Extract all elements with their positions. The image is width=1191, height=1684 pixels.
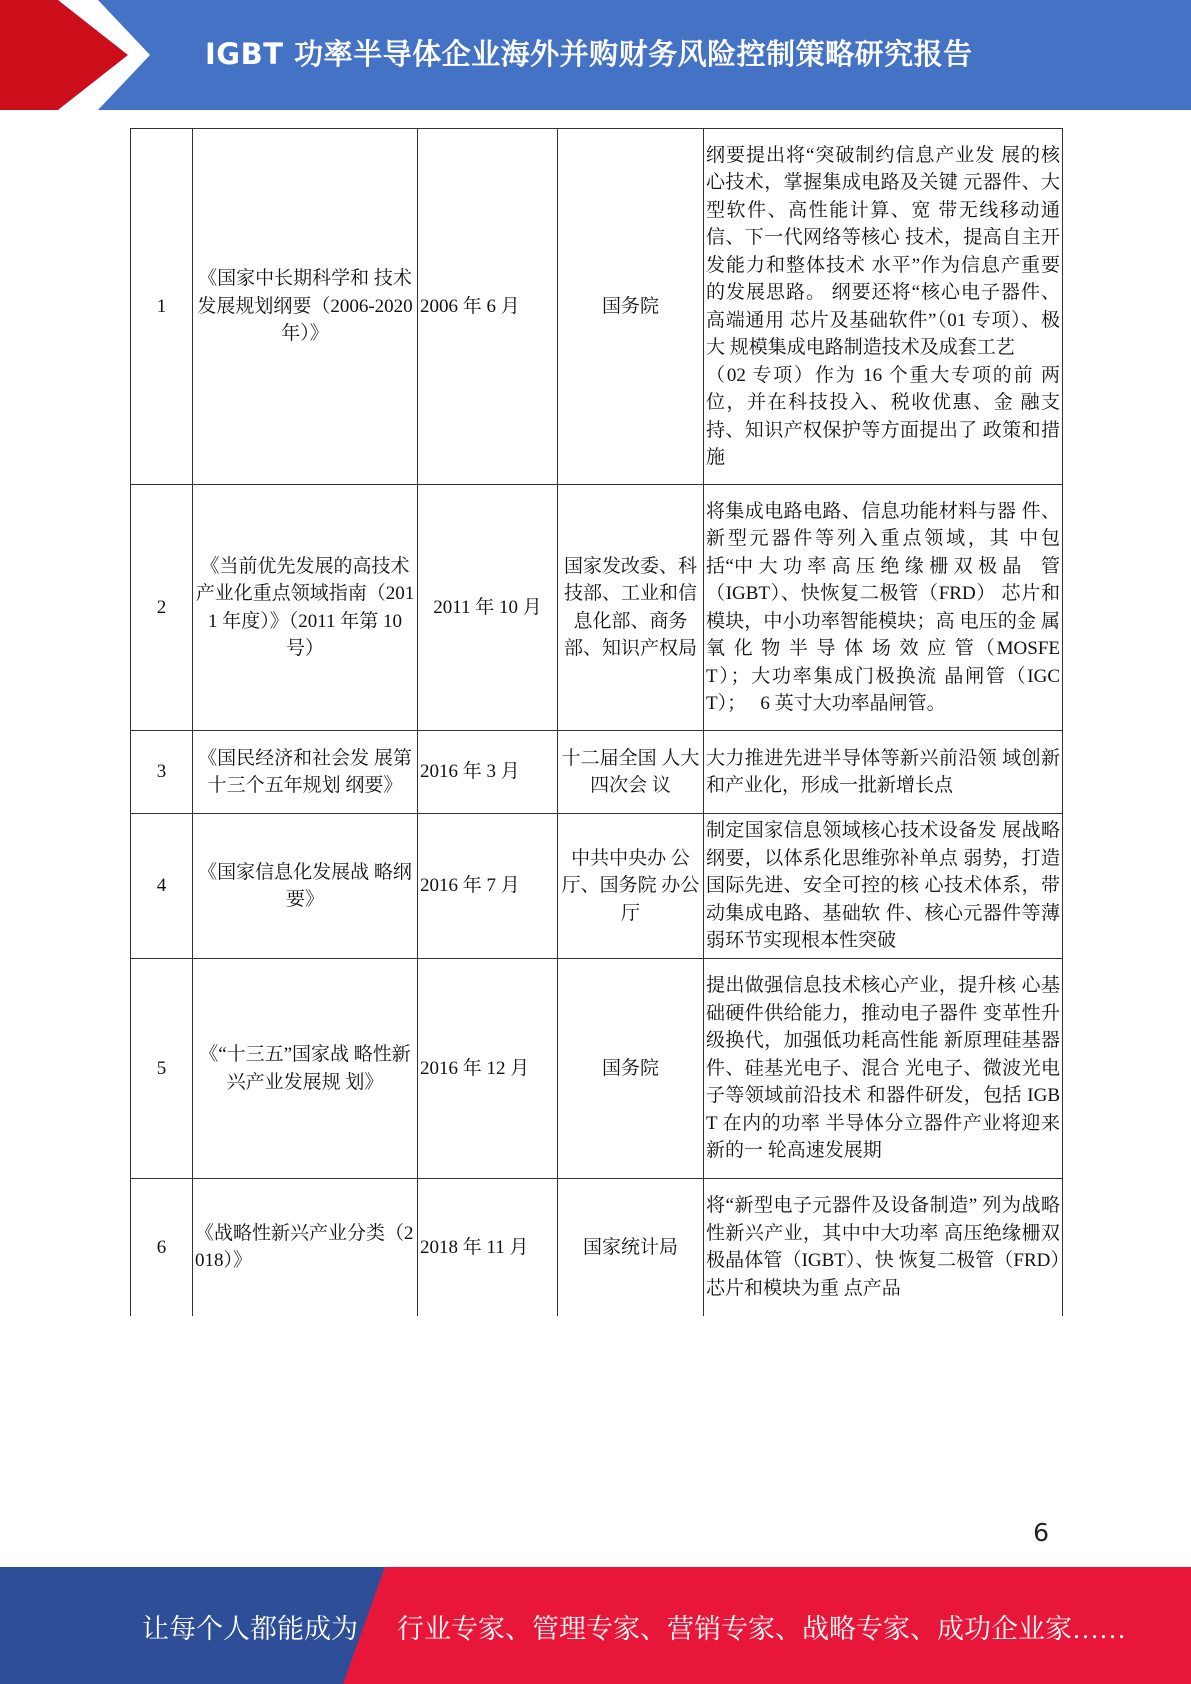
policy-content-paragraph: （02 专项）作为 16 个重大专项的前 两位，并在科技投入、税收优惠、金 融支持、知识产权保护等方面提出了 政策和措施 [706,364,1060,468]
page-footer [0,1567,1191,1684]
policy-content [704,731,1063,814]
issuing-org: 国务院 [558,959,704,1179]
policy-content-paragraph: 大力推进先进半导体等新兴前沿领 域创新和产业化，形成一批新增长点 [706,747,1060,796]
issuing-org: 国务院 [558,129,704,485]
policy-content-paragraph: 提出做强信息技术核心产业，提升核 心基础硬件供给能力，推动电子器件 变革性升级换代，加强低功耗高性能 新原理硅基器件、硅基光电子、混合 光电子、微波光电子等领域前沿技术 和器件研发，包括 IGBT 在内的功率 半导体分立器件产业将迎来新的一 轮高速发展期 [706,975,1060,1162]
report-title: IGBT 功率半导体企业海外并购财务风险控制策略研究报告 [205,37,973,71]
row-number: 1 [131,129,193,485]
policy-name: 《国家中长期科学和 技术发展规划纲要（2006-2020 年）》 [193,129,418,485]
issuing-org: 中共中央办 公厅、国务院 办公厅 [558,814,704,959]
issuing-org: 国家发改委、科技部、工业和信息化部、商务部、知识产权局 [558,485,704,731]
table-row [131,129,1063,485]
policy-name: 《战略性新兴产业分类（2018）》 [193,1179,418,1316]
row-number: 5 [131,959,193,1179]
policy-name: 《“十三五”国家战 略性新兴产业发展规 划》 [193,959,418,1179]
policy-name: 《国民经济和社会发 展第十三个五年规划 纲要》 [193,731,418,814]
policy-date: 2006 年 6 月 [418,129,558,485]
policy-date: 2011 年 10 月 [418,485,558,731]
issuing-org: 国家统计局 [558,1179,704,1316]
policy-content-paragraph: 将集成电路电路、信息功能材料与器 件、新型元器件等列入重点领域，其 中包括“中 大 功 率 高 压 绝 缘 栅 双 极 晶 管（IGBT）、快恢复二极管（FRD） 芯片和模块，中小功率智能模块；高 电压的金 属 氧 化 物 半 导 体 场 效 应 管（MOSFET）；大功率集成门极换流 晶闸管（IGCT）； 6 英寸大功率晶闸管。 [706,500,1060,714]
row-number: 2 [131,485,193,731]
table-row [131,1179,1063,1316]
table-row [131,814,1063,959]
policy-date: 2016 年 7 月 [418,814,558,959]
issuing-org: 十二届全国 人大四次会 议 [558,731,704,814]
policy-name: 《当前优先发展的高技术产业化重点领域指南（2011 年度）》（2011 年第 10 号） [193,485,418,731]
table-row [131,731,1063,814]
page-header [0,0,1191,110]
policy-name: 《国家信息化发展战 略纲要》 [193,814,418,959]
policy-content [704,959,1063,1179]
row-number: 4 [131,814,193,959]
policy-table [130,128,1063,1316]
footer-slogan-right: 行业专家、管理专家、营销专家、战略专家、成功企业家…… [397,1614,1126,1644]
policy-content-paragraph: 将“新型电子元器件及设备制造” 列为战略性新兴产业，其中中大功率 高压绝缘栅双极晶体管（IGBT）、快 恢复二极管（FRD）芯片和模块为重 点产品 [706,1195,1060,1299]
table-row [131,485,1063,731]
policy-content [704,485,1063,731]
policy-content-paragraph: 制定国家信息领域核心技术设备发 展战略纲要，以体系化思维弥补单点 弱势，打造国际先进、安全可控的核 心技术体系，带动集成电路、基础软 件、核心元器件等薄弱环节实现根本性突破 [706,820,1060,952]
row-number: 3 [131,731,193,814]
table-row [131,959,1063,1179]
policy-content [704,814,1063,959]
page-number: 6 [1033,1518,1049,1547]
row-number: 6 [131,1179,193,1316]
policy-content [704,129,1063,485]
policy-date: 2016 年 3 月 [418,731,558,814]
policy-date: 2018 年 11 月 [418,1179,558,1316]
policy-content [704,1179,1063,1316]
policy-content-paragraph: 纲要提出将“突破制约信息产业发 展的核心技术，掌握集成电路及关键 元器件、大型软件、高性能计算、宽 带无线移动通信、下一代网络等核心 技术，提高自主开发能力和整体技术 水平”作为信息产重要的发展思路。 纲要还将“核心电子器件、高端通用 芯片及基础软件”（01 专项）、极大 规模集成电路制造技术及成套工艺 [706,144,1060,358]
policy-date: 2016 年 12 月 [418,959,558,1179]
footer-slogan-left: 让每个人都能成为 [142,1614,358,1644]
